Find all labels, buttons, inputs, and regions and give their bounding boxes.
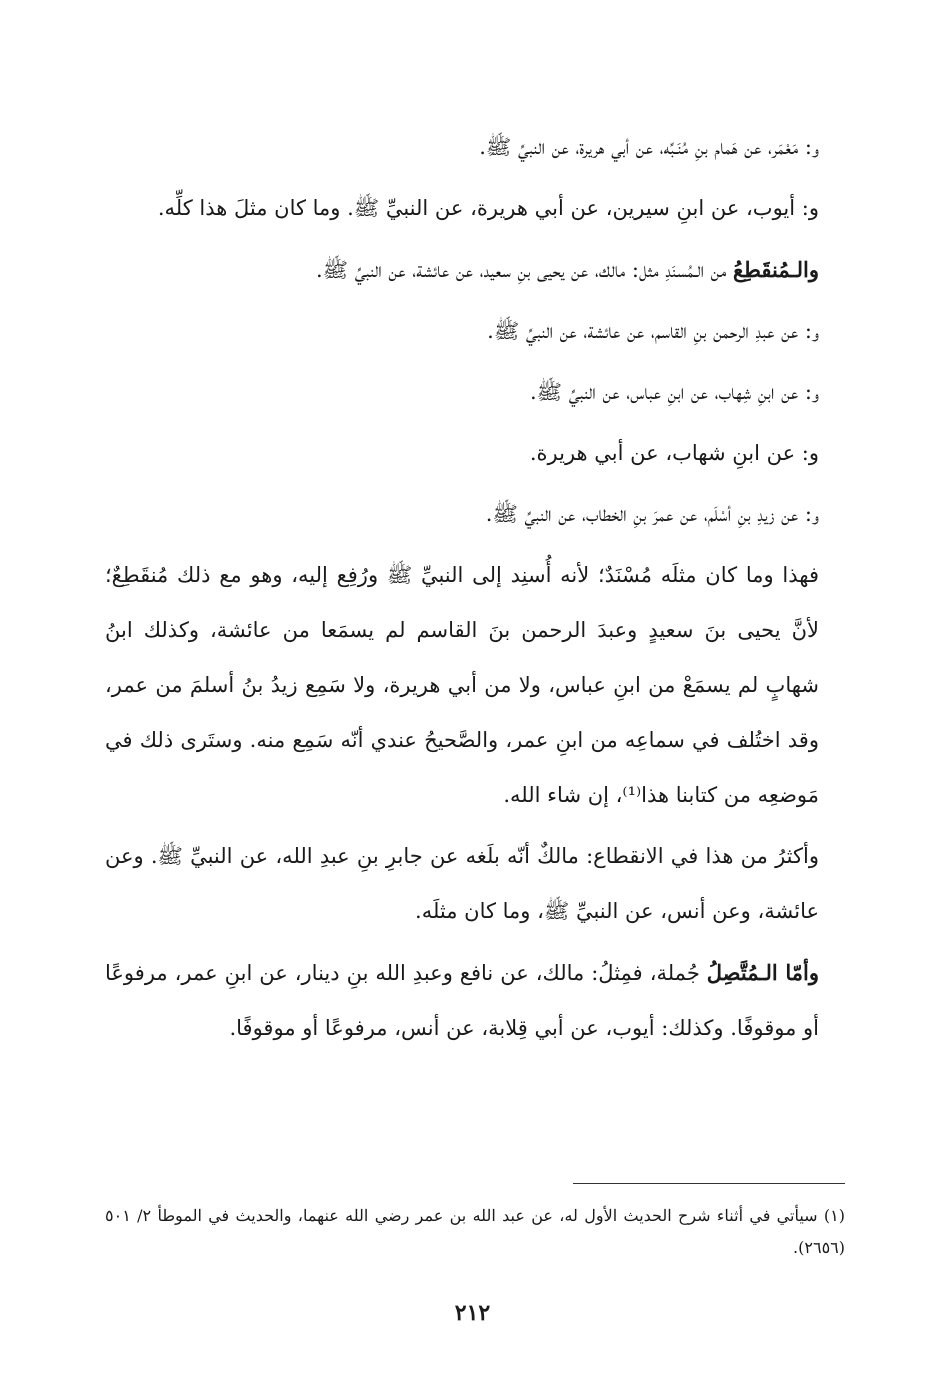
footnote: (١) سيأتي في أثناء شرح الحديث الأول له، عن عبد الله بن عمر رضي الله عنهما، والحديث في الموطأ ٢/ ٥٠١ (٢٦٥٦). [105, 1206, 845, 1257]
paragraph [105, 242, 845, 298]
main-text [105, 120, 845, 1062]
paragraph [105, 945, 845, 1056]
term-heading: والـمُنقَطِعُ [732, 257, 819, 282]
paragraph: و: أيوب، عن ابنِ سيرين، عن أبي هريرة، عن النبيِّ ﷺ. وما كان مثلَ هذا كلِّه. [157, 196, 819, 220]
page-number: ٢١٢ [454, 1300, 491, 1326]
term-heading: وأمّا الـمُتَّصِلُ [706, 960, 819, 985]
paragraph: وأكثرُ من هذا في الانقطاع: مالكٌ أنّه بلَغه عن جابرِ بنِ عبدِ الله، عن النبيِّ ﷺ. وعن عائشة، وعن أنس، عن النبيِّ ﷺ، وما كان مثلَه. [105, 844, 819, 923]
paragraph: و: عن ابنِ شهاب، عن أبي هريرة. [529, 441, 819, 465]
footnote-divider [573, 1183, 845, 1184]
paragraph: و: مَعْمَر، عن هَمام بنِ مُنَـبِّه، عن أبي هريرة، عن النبيِّ ﷺ. [479, 135, 819, 159]
paragraph: و: عن زيدِ بنِ أسْلَم، عن عمرَ بنِ الخطاب، عن النبيِّ ﷺ. [485, 502, 819, 526]
paragraph-text: من الـمُسنَدِ مثل: مالك، عن يحيى بنِ سعيد، عن عائشة، عن النبيِّ ﷺ. [315, 258, 733, 282]
paragraph: فهذا وما كان مثلَه مُسْنَدٌ؛ لأنه أُسنِد إلى النبيِّ ﷺ ورُفِع إليه، وهو مع ذلك مُنقَطِعٌ؛ لأنَّ يحيى بنَ سعيدٍ وعبدَ الرحمن بنَ القاسم لم يسمَعا من عائشة، وكذلك ابنُ شهابٍ لم يسمَعْ من ابنِ عباس، ولا من أبي هريرة، ولا سَمِع زيدُ بنُ أسلمَ من عمر، وقد اختُلف في سماعِه من ابنِ عمر، والصَّحيحُ عندي أنّه سَمِع منه. وستَرى ذلك في مَوضعِه من كتابنا هذا⁽¹⁾، إن شاء الله. [105, 563, 819, 807]
paragraph: و: عن ابنِ شِهاب، عن ابنِ عباس، عن النبيِّ ﷺ. [530, 380, 819, 404]
paragraph-text: جُملة، فمِثلُ: مالك، عن نافع وعبدِ الله بنِ دينار، عن ابنِ عمر، مرفوعًا أو موقوفًا. وكذلك: أيوب، عن أبي قِلابة، عن أنس، مرفوعًا أو موقوفًا. [105, 961, 819, 1040]
paragraph: و: عن عبدِ الرحمن بنِ القاسم، عن عائشة، عن النبيِّ ﷺ. [487, 319, 819, 343]
